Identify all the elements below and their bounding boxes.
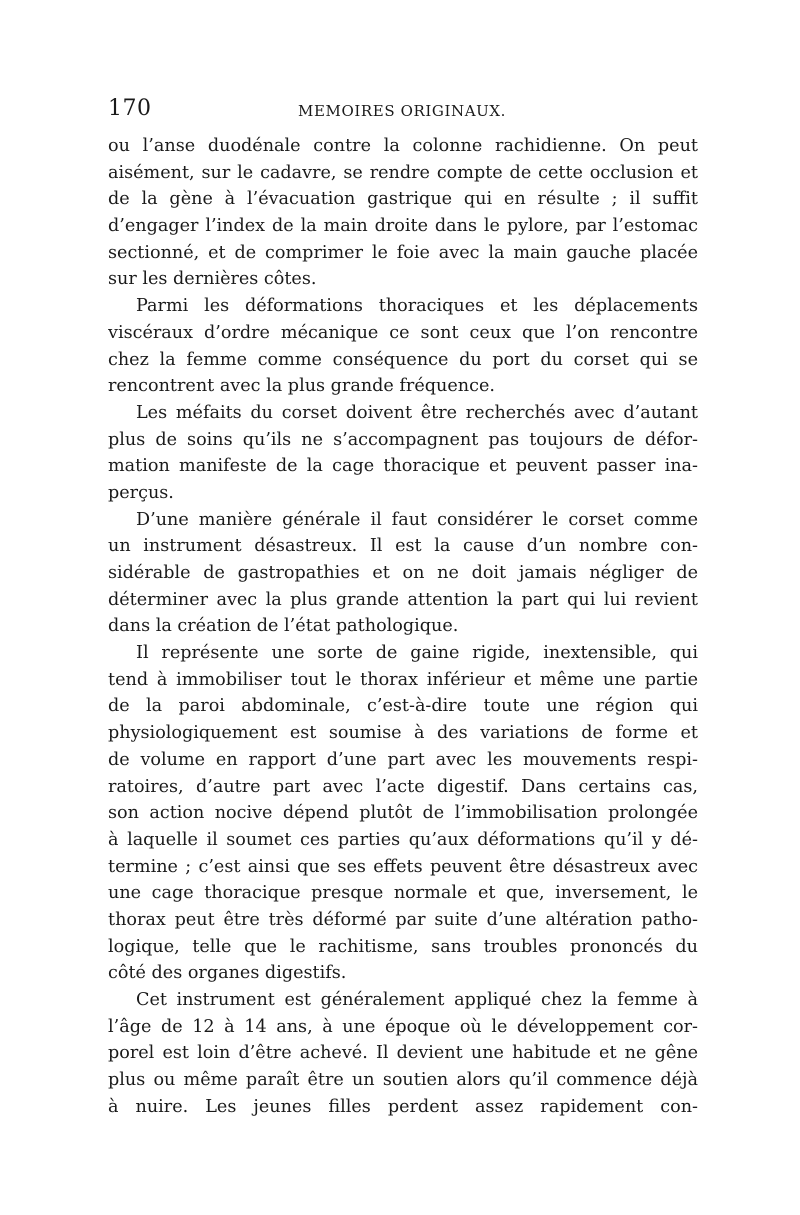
text-line: à laquelle il soumet ces parties qu’aux déformations qu’il y dé- xyxy=(108,829,698,850)
text-line: mation manifeste de la cage thoracique et peuvent passer ina- xyxy=(108,456,698,477)
text-line: de la paroi abdominale, c’est-à-dire toute une région qui xyxy=(108,696,698,717)
text-line: Parmi les déformations thoraciques et les déplacements xyxy=(136,296,698,317)
text-line: un instrument désastreux. Il est la cause d’un nombre con- xyxy=(108,536,698,557)
text-line: l’âge de 12 à 14 ans, à une époque où le développement cor- xyxy=(108,1016,698,1037)
text-line: sidérable de gastropathies et on ne doit jamais négliger de xyxy=(108,563,698,583)
text-line: ratoires, d’autre part avec l’acte digestif. Dans certains cas, xyxy=(108,776,698,797)
text-line: de la gène à l’évacuation gastrique qui en résulte ; il suffit xyxy=(108,189,698,210)
text-line: termine ; c’est ainsi que ses effets peuvent être désastreux avec xyxy=(108,856,698,877)
text-line: d’engager l’index de la main droite dans le pylore, par l’estomac xyxy=(108,216,698,237)
text-line: chez la femme comme conséquence du port du corset qui se xyxy=(108,349,698,370)
text-line: thorax peut être très déformé par suite d’une altération patho- xyxy=(108,909,698,930)
page-header xyxy=(108,96,698,126)
text-line: une cage thoracique presque normale et que, inversement, le xyxy=(108,883,698,904)
text-line: aisément, sur le cadavre, se rendre compte de cette occlusion et xyxy=(108,162,698,183)
text-line: Les méfaits du corset doivent être recherchés avec d’autant xyxy=(136,402,698,423)
text-line: à nuire. Les jeunes filles perdent assez rapidement con- xyxy=(108,1096,698,1117)
text-line: sectionné, et de comprimer le foie avec la main gauche placée xyxy=(108,242,698,263)
text-line: logique, telle que le rachitisme, sans troubles prononcés du xyxy=(108,936,698,957)
text-line: perçus. xyxy=(108,482,174,503)
text-line: dans la création de l’état pathologique. xyxy=(108,616,459,637)
text-line: physiologiquement est soumise à des variations de forme et xyxy=(108,723,698,744)
page-number: 170 xyxy=(108,96,152,121)
text-line: rencontrent avec la plus grande fréquence. xyxy=(108,376,495,397)
text-line: ou l’anse duodénale contre la colonne rachidienne. On peut xyxy=(108,136,698,156)
text-line: Il représente une sorte de gaine rigide, inextensible, qui xyxy=(136,643,698,664)
text-line: D’une manière générale il faut considérer le corset comme xyxy=(136,509,698,530)
text-line: déterminer avec la plus grande attention la part qui lui revient xyxy=(108,589,698,610)
text-line: porel est loin d’être achevé. Il devient une habitude et ne gêne xyxy=(108,1043,698,1064)
text-line: plus ou même paraît être un soutien alors qu’il commence déjà xyxy=(108,1070,698,1091)
text-line: viscéraux d’ordre mécanique ce sont ceux que l’on rencontre xyxy=(108,322,698,343)
text-line: côté des organes digestifs. xyxy=(108,963,347,984)
text-line: tend à immobiliser tout le thorax inférieur et même une partie xyxy=(108,669,698,690)
text-line: de volume en rapport d’une part avec les mouvements respi- xyxy=(108,749,698,770)
text-line: son action nocive dépend plutôt de l’immobilisation prolongée xyxy=(108,803,698,824)
text-line: Cet instrument est généralement appliqué chez la femme à xyxy=(136,990,698,1010)
running-head: MEMOIRES ORIGINAUX. xyxy=(298,102,507,120)
text-line: plus de soins qu’ils ne s’accompagnent pas toujours de défor- xyxy=(108,429,698,450)
text-line: sur les dernières côtes. xyxy=(108,269,317,290)
body-text xyxy=(108,133,698,1120)
